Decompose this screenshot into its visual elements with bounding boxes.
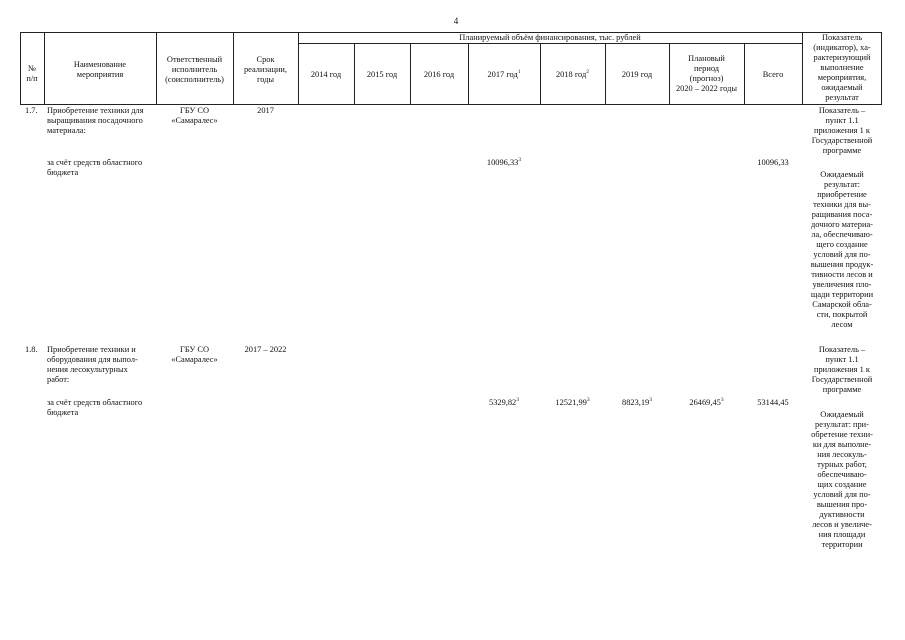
header-year-2017: 2017 год$^1$ — [487, 69, 521, 79]
header-total: Всего — [762, 70, 784, 79]
header-indicator: Показатель (индикатор), ха- рактеризующий выполнение мероприятия, ожидаемый результат — [813, 33, 871, 102]
row-1-7-indicator: Показатель – пункт 1.1 приложения 1 к Государственной программе — [811, 106, 873, 155]
row-1-8-result: Ожидаемый результат: при- обретение техни- ки для выполне- ния лесокуль- турных работ, обеспечиваю- щих создание условий для по- вышения про- дуктивности лесов и увеличе- ния площади территории — [811, 410, 873, 549]
row-1-8-value-2019: 8823,19$^3$ — [622, 397, 652, 407]
row-1-7-total: 10096,33 — [757, 158, 789, 167]
row-1-8-value-2017: 5329,82$^3$ — [489, 397, 519, 407]
row-1-7-result: Ожидаемый результат: приобретение техники для вы- ращивания поса- дочного материа- ла, обеспечиваю- щего создание условий для по- вышения продук- тивности лесов и увеличения пло- щади территории Самарской обла- сти, покрытой лесом — [810, 170, 874, 329]
header-year-2018: 2018 год$^2$ — [555, 69, 590, 79]
header-year-2016: 2016 год — [423, 70, 455, 79]
header-executor: Ответственный исполнитель (соисполнитель) — [165, 55, 224, 84]
row-1-8-num: 1.8. — [25, 345, 38, 354]
header-year-2019: 2019 год — [621, 70, 653, 79]
row-1-8-indicator: Показатель – пункт 1.1 приложения 1 к Государственной программе — [811, 345, 873, 394]
row-1-7-value-2017: 10096,33$^3$ — [486, 157, 522, 167]
row-1-7-funding-label: за счёт средств областного бюджета — [47, 158, 143, 177]
header-year-2015: 2015 год — [366, 70, 398, 79]
header-year-2014: 2014 год — [310, 70, 342, 79]
row-1-8-funding-label: за счёт средств областного бюджета — [47, 398, 143, 417]
header-plan-period: Плановый период (прогноз) 2020 – 2022 годы — [675, 54, 738, 93]
header-num: № п/п — [26, 64, 38, 83]
row-1-8-total: 53144,45 — [757, 398, 789, 407]
row-1-8-value-2018: 12521,99$^3$ — [555, 397, 590, 407]
row-1-7-name: Приобретение техники для выращивания посадочного материала: — [47, 106, 144, 135]
row-1-8-name: Приобретение техники и оборудования для выпол- нения лесокультурных работ: — [47, 345, 138, 384]
row-1-8-term: 2017 – 2022 — [244, 345, 287, 354]
row-1-8-value-plan: 26469,45$^3$ — [689, 397, 724, 407]
row-1-8-executor: ГБУ СО «Самаралес» — [171, 345, 218, 364]
row-1-7-executor: ГБУ СО «Самаралес» — [171, 106, 218, 125]
row-1-7-term: 2017 — [257, 106, 274, 115]
row-1-7-num: 1.7. — [25, 106, 38, 115]
header-term: Срок реализации, годы — [243, 55, 288, 84]
page-number: 4 — [453, 16, 459, 26]
header-funding-title: Планируемый объём финансирования, тыс. рублей — [459, 33, 641, 42]
header-name: Наименование мероприятия — [73, 60, 127, 79]
